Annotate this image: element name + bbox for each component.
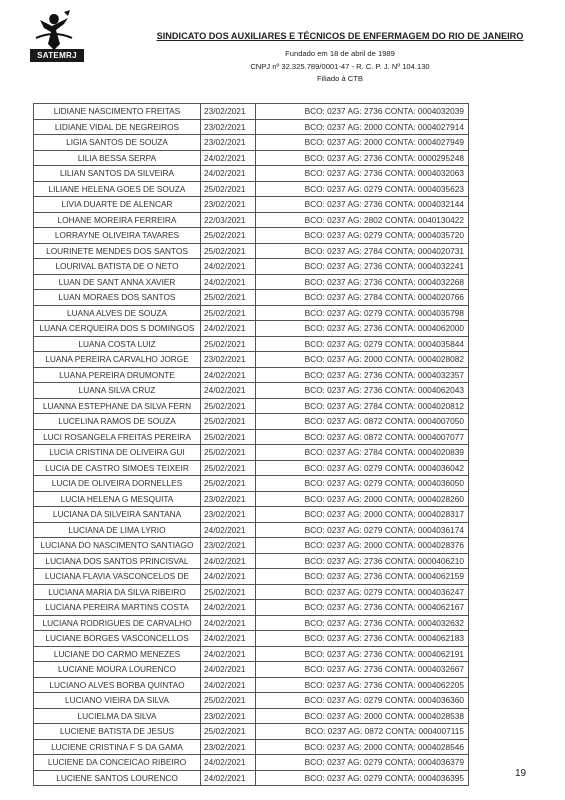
- date-cell: 24/02/2021: [201, 150, 256, 166]
- table-row: [34, 212, 469, 228]
- date-cell: 24/02/2021: [201, 615, 256, 631]
- bank-account-cell: BCO: 0237 AG: 0279 CONTA: 0004036395: [256, 770, 469, 786]
- members-table-body: [34, 104, 469, 786]
- date-cell: 24/02/2021: [201, 600, 256, 616]
- date-cell: 24/02/2021: [201, 662, 256, 678]
- bank-account-cell: BCO: 0237 AG: 2000 CONTA: 0004028546: [256, 739, 469, 755]
- table-row: [34, 367, 469, 383]
- bank-account-cell: BCO: 0237 AG: 2784 CONTA: 0004020839: [256, 445, 469, 461]
- date-cell: 25/02/2021: [201, 693, 256, 709]
- member-name-cell: LILIAN SANTOS DA SILVEIRA: [34, 166, 201, 182]
- org-name: SINDICATO DOS AUXILIARES E TÉCNICOS DE ENFERMAGEM DO RIO DE JANEIRO: [156, 31, 524, 41]
- table-row: [34, 662, 469, 678]
- table-row: [34, 135, 469, 151]
- member-name-cell: LOHANE MOREIRA FERREIRA: [34, 212, 201, 228]
- member-name-cell: LUCIANA DE LIMA LYRIO: [34, 522, 201, 538]
- table-row: [34, 631, 469, 647]
- table-row: [34, 274, 469, 290]
- table-row: [34, 305, 469, 321]
- table-row: [34, 150, 469, 166]
- date-cell: 25/02/2021: [201, 336, 256, 352]
- bank-account-cell: BCO: 0237 AG: 0279 CONTA: 0004035844: [256, 336, 469, 352]
- member-name-cell: LOURINETE MENDES DOS SANTOS: [34, 243, 201, 259]
- bank-account-cell: BCO: 0237 AG: 2000 CONTA: 0004028317: [256, 507, 469, 523]
- member-name-cell: LILIA BESSA SERPA: [34, 150, 201, 166]
- date-cell: 24/02/2021: [201, 569, 256, 585]
- table-row: [34, 615, 469, 631]
- member-name-cell: LUCIANA MARIA DA SILVA RIBEIRO: [34, 584, 201, 600]
- bank-account-cell: BCO: 0237 AG: 2736 CONTA: 0004032667: [256, 662, 469, 678]
- table-row: [34, 336, 469, 352]
- member-name-cell: LUCIANA FLAVIA VASCONCELOS DE: [34, 569, 201, 585]
- member-name-cell: LUCIENE DA CONCEICAO RIBEIRO: [34, 755, 201, 771]
- table-row: [34, 243, 469, 259]
- member-name-cell: LUCIANE BORGES VASCONCELLOS: [34, 631, 201, 647]
- bank-account-cell: BCO: 0237 AG: 0279 CONTA: 0004036360: [256, 693, 469, 709]
- member-name-cell: LOURIVAL BATISTA DE O NETO: [34, 259, 201, 275]
- table-row: [34, 600, 469, 616]
- member-name-cell: LUANA PEREIRA DRUMONTE: [34, 367, 201, 383]
- date-cell: 23/02/2021: [201, 491, 256, 507]
- date-cell: 24/02/2021: [201, 755, 256, 771]
- union-logo: [18, 10, 90, 62]
- table-row: [34, 739, 469, 755]
- date-cell: 25/02/2021: [201, 460, 256, 476]
- bank-account-cell: BCO: 0237 AG: 2784 CONTA: 0004020731: [256, 243, 469, 259]
- bank-account-cell: BCO: 0237 AG: 2784 CONTA: 0004020812: [256, 398, 469, 414]
- bank-account-cell: BCO: 0237 AG: 0279 CONTA: 0004036042: [256, 460, 469, 476]
- bank-account-cell: BCO: 0237 AG: 2000 CONTA: 0004027949: [256, 135, 469, 151]
- member-name-cell: LUANA ALVES DE SOUZA: [34, 305, 201, 321]
- date-cell: 24/02/2021: [201, 553, 256, 569]
- member-name-cell: LUCIANA DOS SANTOS PRINCISVAL: [34, 553, 201, 569]
- bank-account-cell: BCO: 0237 AG: 0279 CONTA: 0004036050: [256, 476, 469, 492]
- table-row: [34, 755, 469, 771]
- date-cell: 24/02/2021: [201, 367, 256, 383]
- member-name-cell: LUCIA DE OLIVEIRA DORNELLES: [34, 476, 201, 492]
- date-cell: 25/02/2021: [201, 476, 256, 492]
- bank-account-cell: BCO: 0237 AG: 2736 CONTA: 0004062205: [256, 677, 469, 693]
- date-cell: 25/02/2021: [201, 228, 256, 244]
- bank-account-cell: BCO: 0237 AG: 2736 CONTA: 0000406210: [256, 553, 469, 569]
- member-name-cell: LORRAYNE OLIVEIRA TAVARES: [34, 228, 201, 244]
- member-name-cell: LUCIANA DO NASCIMENTO SANTIAGO: [34, 538, 201, 554]
- bank-account-cell: BCO: 0237 AG: 2736 CONTA: 0004032357: [256, 367, 469, 383]
- date-cell: 23/02/2021: [201, 135, 256, 151]
- bank-account-cell: BCO: 0237 AG: 0279 CONTA: 0004036174: [256, 522, 469, 538]
- member-name-cell: LUANNA ESTEPHANE DA SILVA FERN: [34, 398, 201, 414]
- table-row: [34, 538, 469, 554]
- member-name-cell: LUCIANA DA SILVEIRA SANTANA: [34, 507, 201, 523]
- members-table-wrap: [33, 103, 469, 786]
- bank-account-cell: BCO: 0237 AG: 2000 CONTA: 0004028376: [256, 538, 469, 554]
- bank-account-cell: BCO: 0237 AG: 2736 CONTA: 0004032144: [256, 197, 469, 213]
- table-row: [34, 321, 469, 337]
- date-cell: 23/02/2021: [201, 104, 256, 120]
- date-cell: 25/02/2021: [201, 429, 256, 445]
- member-name-cell: LUCI ROSANGELA FREITAS PEREIRA: [34, 429, 201, 445]
- table-row: [34, 693, 469, 709]
- bank-account-cell: BCO: 0237 AG: 2736 CONTA: 0004062191: [256, 646, 469, 662]
- table-row: [34, 522, 469, 538]
- date-cell: 24/02/2021: [201, 631, 256, 647]
- date-cell: 25/02/2021: [201, 181, 256, 197]
- date-cell: 24/02/2021: [201, 166, 256, 182]
- date-cell: 24/02/2021: [201, 259, 256, 275]
- date-cell: 25/02/2021: [201, 414, 256, 430]
- table-row: [34, 770, 469, 786]
- bank-account-cell: BCO: 0237 AG: 0872 CONTA: 0004007115: [256, 724, 469, 740]
- table-row: [34, 181, 469, 197]
- member-name-cell: LIDIANE VIDAL DE NEGREIROS: [34, 119, 201, 135]
- date-cell: 24/02/2021: [201, 770, 256, 786]
- table-row: [34, 383, 469, 399]
- bank-account-cell: BCO: 0237 AG: 2736 CONTA: 0004062183: [256, 631, 469, 647]
- members-table: [33, 103, 469, 786]
- member-name-cell: LUCIELMA DA SILVA: [34, 708, 201, 724]
- bank-account-cell: BCO: 0237 AG: 2784 CONTA: 0004020766: [256, 290, 469, 306]
- table-row: [34, 290, 469, 306]
- date-cell: 24/02/2021: [201, 646, 256, 662]
- date-cell: 23/02/2021: [201, 352, 256, 368]
- bank-account-cell: BCO: 0237 AG: 2736 CONTA: 0004062159: [256, 569, 469, 585]
- member-name-cell: LUCIANO ALVES BORBA QUINTAO: [34, 677, 201, 693]
- nurse-figure-icon: [18, 10, 90, 52]
- member-name-cell: LUCIA DE CASTRO SIMOES TEIXEIR: [34, 460, 201, 476]
- date-cell: 23/02/2021: [201, 119, 256, 135]
- bank-account-cell: BCO: 0237 AG: 2736 CONTA: 0000295248: [256, 150, 469, 166]
- bank-account-cell: BCO: 0237 AG: 2000 CONTA: 0004028260: [256, 491, 469, 507]
- table-row: [34, 414, 469, 430]
- bank-account-cell: BCO: 0237 AG: 2736 CONTA: 0004032632: [256, 615, 469, 631]
- table-row: [34, 104, 469, 120]
- member-name-cell: LUCIA HELENA G MESQUITA: [34, 491, 201, 507]
- member-name-cell: LILIANE HELENA GOES DE SOUZA: [34, 181, 201, 197]
- table-row: [34, 228, 469, 244]
- table-row: [34, 476, 469, 492]
- member-name-cell: LUCIANA PEREIRA MARTINS COSTA: [34, 600, 201, 616]
- member-name-cell: LIDIANE NASCIMENTO FREITAS: [34, 104, 201, 120]
- member-name-cell: LIGIA SANTOS DE SOUZA: [34, 135, 201, 151]
- date-cell: 23/02/2021: [201, 507, 256, 523]
- member-name-cell: LUCIENE CRISTINA F S DA GAMA: [34, 739, 201, 755]
- member-name-cell: LUCELINA RAMOS DE SOUZA: [34, 414, 201, 430]
- logo-badge: SATEMRJ: [30, 49, 84, 62]
- member-name-cell: LUCIANA RODRIGUES DE CARVALHO: [34, 615, 201, 631]
- bank-account-cell: BCO: 0237 AG: 2000 CONTA: 0004028082: [256, 352, 469, 368]
- bank-account-cell: BCO: 0237 AG: 2736 CONTA: 0004032063: [256, 166, 469, 182]
- bank-account-cell: BCO: 0237 AG: 2000 CONTA: 0004028538: [256, 708, 469, 724]
- document-header: [0, 0, 565, 100]
- table-row: [34, 259, 469, 275]
- founded-line: Fundado em 18 de abril de 1989: [285, 49, 395, 58]
- bank-account-cell: BCO: 0237 AG: 2736 CONTA: 0004062043: [256, 383, 469, 399]
- date-cell: 25/02/2021: [201, 584, 256, 600]
- member-name-cell: LUCIANE DO CARMO MENEZES: [34, 646, 201, 662]
- bank-account-cell: BCO: 0237 AG: 2802 CONTA: 0040130422: [256, 212, 469, 228]
- member-name-cell: LUANA SILVA CRUZ: [34, 383, 201, 399]
- date-cell: 25/02/2021: [201, 243, 256, 259]
- page-number: 19: [515, 768, 527, 779]
- table-row: [34, 445, 469, 461]
- bank-account-cell: BCO: 0237 AG: 2736 CONTA: 0004062167: [256, 600, 469, 616]
- table-row: [34, 166, 469, 182]
- member-name-cell: LUCIANO VIEIRA DA SILVA: [34, 693, 201, 709]
- member-name-cell: LUCIENE SANTOS LOURENCO: [34, 770, 201, 786]
- member-name-cell: LIVIA DUARTE DE ALENCAR: [34, 197, 201, 213]
- bank-account-cell: BCO: 0237 AG: 0279 CONTA: 0004035720: [256, 228, 469, 244]
- bank-account-cell: BCO: 0237 AG: 2736 CONTA: 0004032268: [256, 274, 469, 290]
- date-cell: 25/02/2021: [201, 305, 256, 321]
- table-row: [34, 724, 469, 740]
- table-row: [34, 507, 469, 523]
- member-name-cell: LUCIENE BATISTA DE JESUS: [34, 724, 201, 740]
- table-row: [34, 119, 469, 135]
- date-cell: 25/02/2021: [201, 398, 256, 414]
- date-cell: 24/02/2021: [201, 522, 256, 538]
- member-name-cell: LUAN DE SANT ANNA XAVIER: [34, 274, 201, 290]
- bank-account-cell: BCO: 0237 AG: 0279 CONTA: 0004035798: [256, 305, 469, 321]
- table-row: [34, 460, 469, 476]
- table-row: [34, 677, 469, 693]
- date-cell: 23/02/2021: [201, 538, 256, 554]
- table-row: [34, 429, 469, 445]
- cnpj-line: CNPJ nº 32.325.789/0001-47 - R. C. P. J. Nº 104.130: [250, 62, 430, 71]
- table-row: [34, 646, 469, 662]
- table-row: [34, 197, 469, 213]
- date-cell: 23/02/2021: [201, 739, 256, 755]
- affiliation-line: Filiado à CTB: [316, 74, 363, 83]
- date-cell: 22/03/2021: [201, 212, 256, 228]
- bank-account-cell: BCO: 0237 AG: 2736 CONTA: 0004062000: [256, 321, 469, 337]
- bank-account-cell: BCO: 0237 AG: 2000 CONTA: 0004027914: [256, 119, 469, 135]
- date-cell: 24/02/2021: [201, 321, 256, 337]
- table-row: [34, 569, 469, 585]
- bank-account-cell: BCO: 0237 AG: 0279 CONTA: 0004036379: [256, 755, 469, 771]
- date-cell: 25/02/2021: [201, 290, 256, 306]
- bank-account-cell: BCO: 0237 AG: 0872 CONTA: 0004007050: [256, 414, 469, 430]
- member-name-cell: LUCIA CRISTINA DE OLIVEIRA GUI: [34, 445, 201, 461]
- date-cell: 23/02/2021: [201, 708, 256, 724]
- member-name-cell: LUANA CERQUEIRA DOS S DOMINGOS: [34, 321, 201, 337]
- date-cell: 24/02/2021: [201, 677, 256, 693]
- date-cell: 25/02/2021: [201, 724, 256, 740]
- date-cell: 24/02/2021: [201, 383, 256, 399]
- bank-account-cell: BCO: 0237 AG: 0279 CONTA: 0004036247: [256, 584, 469, 600]
- date-cell: 25/02/2021: [201, 445, 256, 461]
- date-cell: 23/02/2021: [201, 197, 256, 213]
- member-name-cell: LUANA PEREIRA CARVALHO JORGE: [34, 352, 201, 368]
- table-row: [34, 708, 469, 724]
- table-row: [34, 398, 469, 414]
- member-name-cell: LUCIANE MOURA LOURENCO: [34, 662, 201, 678]
- member-name-cell: LUAN MORAES DOS SANTOS: [34, 290, 201, 306]
- table-row: [34, 491, 469, 507]
- bank-account-cell: BCO: 0237 AG: 2736 CONTA: 0004032039: [256, 104, 469, 120]
- bank-account-cell: BCO: 0237 AG: 0279 CONTA: 0004035623: [256, 181, 469, 197]
- table-row: [34, 352, 469, 368]
- table-row: [34, 584, 469, 600]
- table-row: [34, 553, 469, 569]
- bank-account-cell: BCO: 0237 AG: 0872 CONTA: 0004007077: [256, 429, 469, 445]
- bank-account-cell: BCO: 0237 AG: 2736 CONTA: 0004032241: [256, 259, 469, 275]
- member-name-cell: LUANA COSTA LUIZ: [34, 336, 201, 352]
- date-cell: 24/02/2021: [201, 274, 256, 290]
